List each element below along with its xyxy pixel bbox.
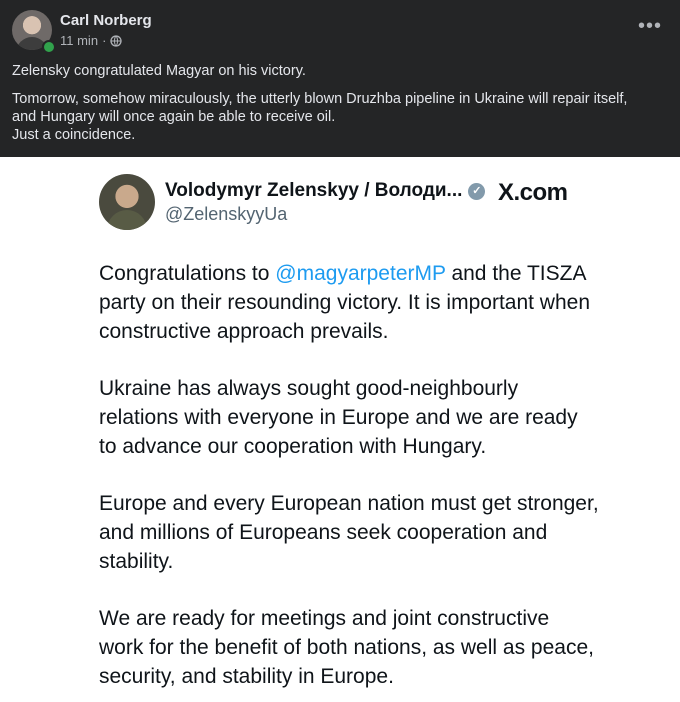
tweet-p1-start: Congratulations to <box>99 262 276 285</box>
tweet-mention-link: @magyarpeterMP <box>275 262 446 285</box>
author-name[interactable]: Carl Norberg <box>60 12 152 29</box>
globe-icon[interactable] <box>110 35 122 47</box>
tweet-paragraph-3: Europe and every European nation must get stronger, and millions of Europeans seek cooperation and stability. <box>99 492 599 573</box>
tweet-paragraph-4: We are ready for meetings and joint constructive work for the benefit of both nations, as well as peace, security, and stability in Europe. <box>99 607 594 688</box>
online-status-dot <box>42 40 56 54</box>
tweet-screenshot-image[interactable] <box>0 157 680 702</box>
tweet-author-handle: @ZelenskyyUa <box>165 204 288 224</box>
tweet-author-name: Volodymyr Zelenskyy / Володи... <box>165 180 463 201</box>
post-time[interactable]: 11 min <box>60 33 99 48</box>
post-text-line-3: Just a coincidence. <box>12 127 136 143</box>
tweet-avatar-figure <box>107 210 147 230</box>
tweet-author-name-row <box>165 180 485 202</box>
post-text <box>12 62 668 144</box>
post-text-paragraph-1: Zelensky congratulated Magyar on his victory. <box>12 63 306 79</box>
xcom-logo: X.com <box>498 179 568 206</box>
post-meta <box>60 33 122 48</box>
post-header <box>0 0 680 60</box>
more-options-button[interactable]: ••• <box>637 15 662 37</box>
meta-separator: · <box>102 33 107 48</box>
tweet-paragraph-1 <box>99 259 599 346</box>
tweet-paragraph-2: Ukraine has always sought good-neighbourly relations with everyone in Europe and we are ready to advance our cooperation with Hungary. <box>99 377 578 458</box>
tweet-p1-end: and the TISZA party on their resounding victory. It is important when constructive approach prevails. <box>99 262 591 343</box>
post-text-line-2: and Hungary will once again be able to receive oil. <box>12 109 336 125</box>
post-text-line-1: Tomorrow, somehow miraculously, the utterly blown Druzhba pipeline in Ukraine will repair itself, <box>12 91 628 107</box>
verified-check-icon: ✓ <box>468 183 485 200</box>
tweet-body <box>99 259 599 702</box>
tweet-author-avatar <box>99 174 155 230</box>
